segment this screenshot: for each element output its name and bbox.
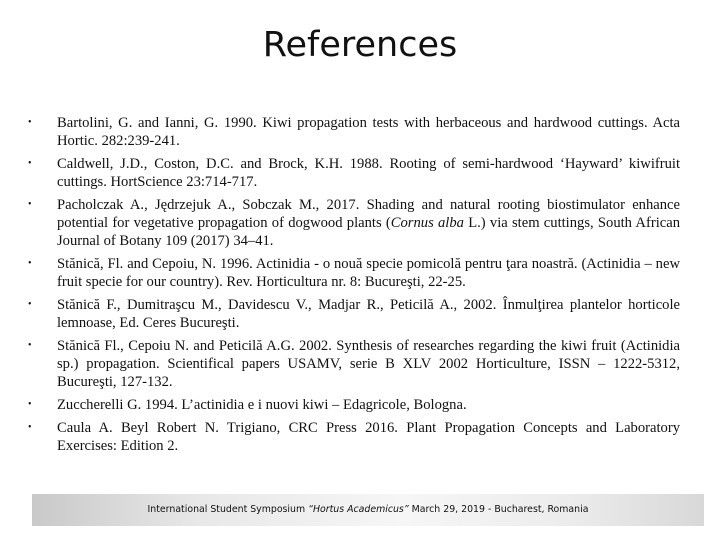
bullet-icon: • xyxy=(28,340,32,351)
reference-text: Stănică, Fl. and Cepoiu, N. 1996. Actinidia - o nouă specie pomicolă pentru ţara noastră. (Actinidia – new fruit specie for our country). Rev. Horticultura nr. 8: Bucureşti, 22-25. xyxy=(57,256,680,290)
footer-date-location: March 29, 2019 - Bucharest, Romania xyxy=(408,504,589,515)
bullet-icon: • xyxy=(28,299,32,310)
reference-text: Bartolini, G. and Ianni, G. 1990. Kiwi propagation tests with herbaceous and hardwood cuttings. Acta Hortic. 282:239-241. xyxy=(57,115,680,149)
reference-item xyxy=(28,296,680,332)
reference-text: Caldwell, J.D., Coston, D.C. and Brock, K.H. 1988. Rooting of semi-hardwood ‘Hayward’ kiwifruit cuttings. HortScience 23:714-717. xyxy=(57,156,680,190)
reference-item xyxy=(28,337,680,391)
bullet-icon: • xyxy=(28,117,32,128)
footer-banner xyxy=(32,494,704,526)
reference-text: Stănică Fl., Cepoiu N. and Peticilă A.G. 2002. Synthesis of researches regarding the kiwi fruit (Actinidia sp.) propagation. Scientifical papers USAMV, serie B XLV 2002 Horticulture, ISSN – 1222-5312, Bucureşti, 127-132. xyxy=(57,338,680,390)
reference-item xyxy=(28,419,680,455)
reference-item xyxy=(28,155,680,191)
reference-italic-text: Cornus alba xyxy=(390,215,464,231)
bullet-icon: • xyxy=(28,158,32,169)
footer-event-name: International Student Symposium xyxy=(147,504,309,515)
reference-text: Zuccherelli G. 1994. L’actinidia e i nuovi kiwi – Edagricole, Bologna. xyxy=(57,397,467,413)
reference-item xyxy=(28,196,680,250)
footer-event-title: “Hortus Academicus” xyxy=(308,504,409,515)
page-title: References xyxy=(262,25,458,65)
reference-text: Stănică F., Dumitraşcu M., Davidescu V., Madjar R., Peticilă A., 2002. Înmulţirea plantelor horticole lemnoase, Ed. Ceres Bucureşti. xyxy=(57,297,680,331)
reference-text: Caula A. Beyl Robert N. Trigiano, CRC Press 2016. Plant Propagation Concepts and Laboratory Exercises: Edition 2. xyxy=(57,420,680,454)
bullet-icon: • xyxy=(28,399,32,410)
reference-item xyxy=(28,255,680,291)
reference-text: Pacholczak A., Jędrzejuk A., Sobczak M., 2017. Shading and natural rooting biostimulator enhance potential for vegetative propagation of dogwood plants ( xyxy=(57,197,680,231)
reference-item xyxy=(28,114,680,150)
bullet-icon: • xyxy=(28,258,32,269)
reference-text: L.) via stem cuttings, South African Journal of Botany 109 (2017) 34–41. xyxy=(57,215,680,249)
bullet-icon: • xyxy=(28,422,32,433)
bullet-icon: • xyxy=(28,199,32,210)
reference-list xyxy=(28,114,680,460)
reference-item xyxy=(28,396,680,414)
